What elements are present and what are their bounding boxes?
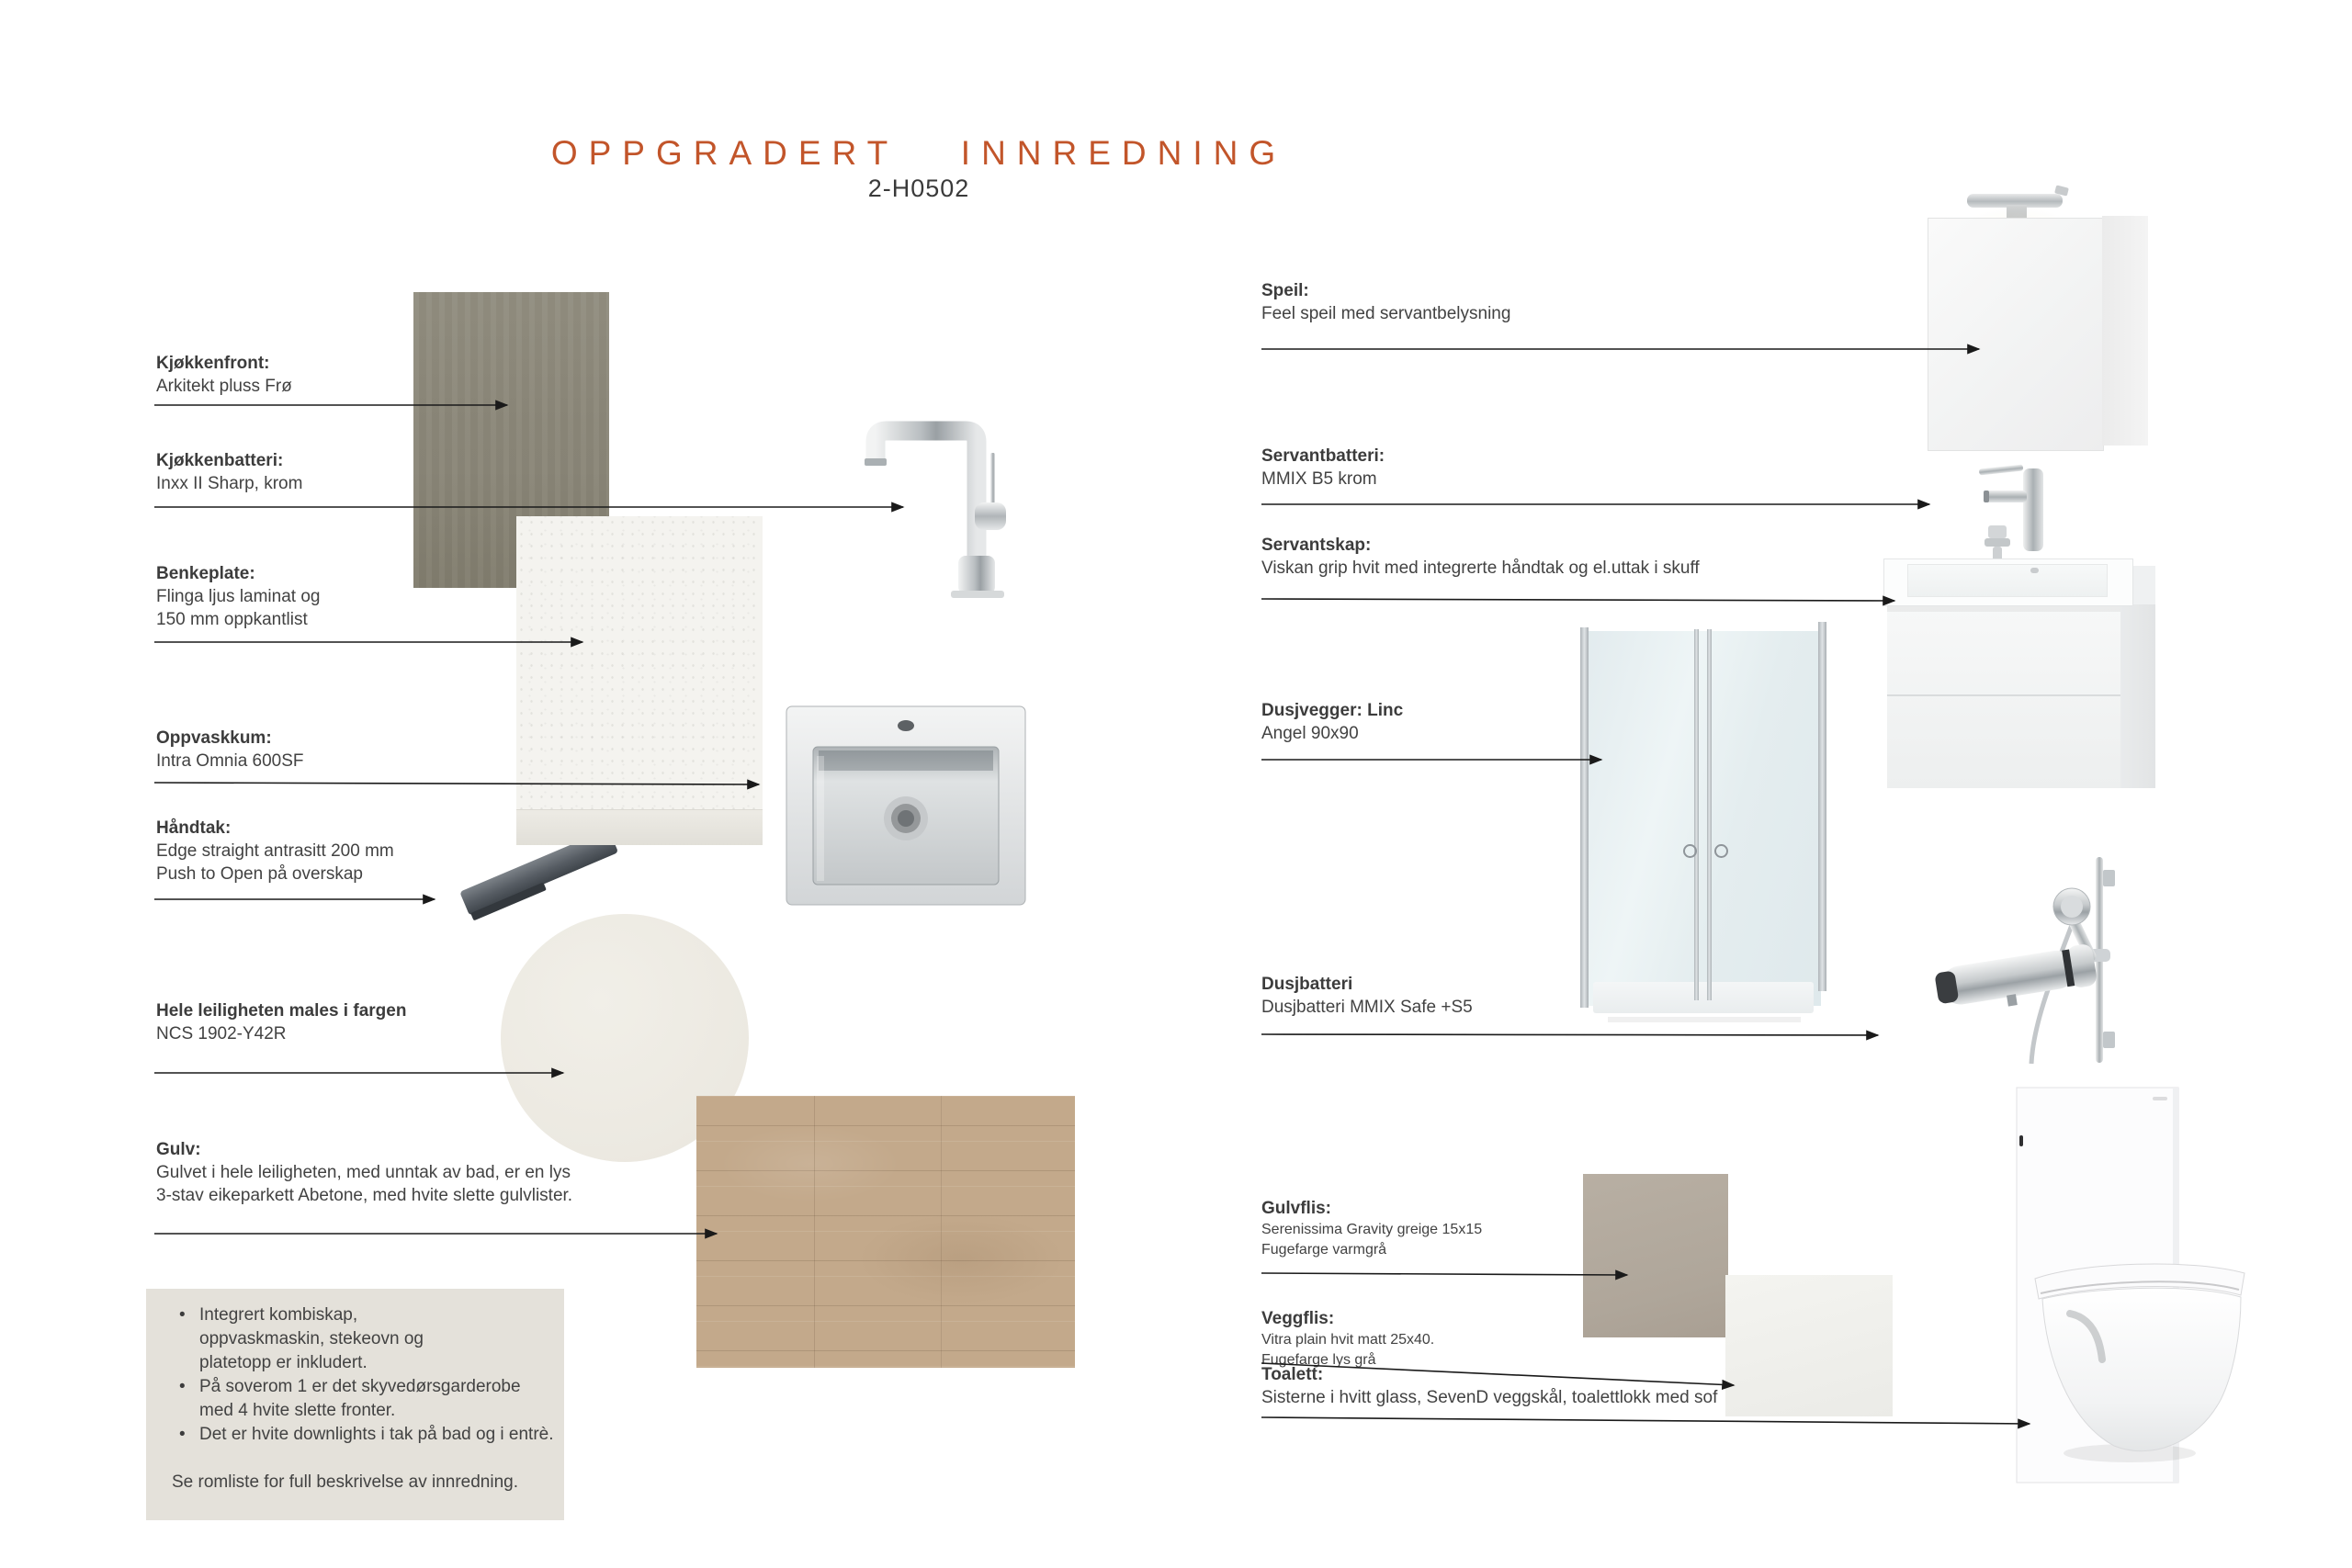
label-veggflis: Veggflis: Vitra plain hvit matt 25x40. Fugefarge lys grå — [1261, 1309, 1435, 1368]
kitchen-faucet-image — [859, 418, 1034, 602]
shower-door-handle-icon — [1683, 844, 1697, 858]
info-bullet-2: • På soverom 1 er det skyvedørsgarderobe med 4 hvite slette fronter. — [179, 1377, 521, 1420]
label-kjokkenbatteri: Kjøkkenbatteri: Inxx II Sharp, krom — [156, 451, 303, 493]
arrow-servantskap — [1261, 599, 1894, 601]
floor-tile-swatch — [1583, 1174, 1728, 1337]
info-footer: Se romliste for full beskrivelse av innredning. — [172, 1472, 519, 1492]
arrow-gulvflis — [1261, 1273, 1627, 1275]
label-dusjvegger: Dusjvegger: Linc Angel 90x90 — [1261, 701, 1404, 743]
page-subtitle: 2-H0502 — [867, 175, 970, 202]
label-oppvaskkum: Oppvaskkum: Intra Omnia 600SF — [156, 728, 304, 771]
label-servantbatteri: Servantbatteri: MMIX B5 krom — [1261, 446, 1385, 489]
shower-set-image — [1934, 840, 2118, 1075]
shower-door-handle-icon — [1714, 844, 1728, 858]
page-title: OPPGRADERT INNREDNING — [550, 134, 1287, 172]
label-speil: Speil: Feel speil med servantbelysning — [1261, 281, 1511, 323]
label-servantskap: Servantskap: Viskan grip hvit med integrerte håndtak og el.uttak i skuff — [1261, 536, 1700, 578]
info-bullet-1: • Integrert kombiskap, oppvaskmaskin, stekeovn og platetopp er inkludert. — [179, 1305, 424, 1372]
label-handtak: Håndtak: Edge straight antrasitt 200 mm Push to Open på overskap — [156, 818, 394, 884]
kitchen-sink-image — [786, 701, 1026, 907]
info-box — [146, 1289, 564, 1520]
label-gulvflis: Gulvflis: Serenissima Gravity greige 15x15 Fugefarge varmgrå — [1261, 1199, 1483, 1258]
mirror-image — [1926, 186, 2152, 455]
label-kjokkenfront: Kjøkkenfront: Arkitekt pluss Frø — [156, 354, 292, 396]
label-toalett: Toalett: Sisterne i hvitt glass, SevenD veggskål, toalettlokk med sof — [1261, 1365, 1718, 1407]
vanity-cabinet-image — [1883, 558, 2155, 792]
oak-floor-swatch — [696, 1096, 1075, 1368]
countertop-edge — [516, 809, 763, 845]
arrow-toalett — [1261, 1417, 2030, 1424]
label-gulv: Gulv: Gulvet i hele leiligheten, med unntak av bad, er en lys 3-stav eikeparkett Abetone, med hvite slette gulvlister. — [156, 1140, 573, 1205]
label-benkeplate: Benkeplate: Flinga ljus laminat og 150 mm oppkantlist — [156, 564, 321, 629]
countertop-swatch — [516, 516, 763, 845]
label-maling: Hele leiligheten males i fargen NCS 1902-Y42R — [156, 1001, 407, 1043]
wall-tile-swatch — [1725, 1275, 1893, 1416]
info-bullet-3: • Det er hvite downlights i tak på bad og i entrè. — [179, 1425, 554, 1444]
basin-faucet-image — [1975, 457, 2072, 568]
shower-walls-image — [1580, 618, 1826, 1033]
toilet-image — [2015, 1084, 2256, 1495]
arrow-dusjbatteri — [1261, 1034, 1878, 1035]
label-dusjbatteri: Dusjbatteri Dusjbatteri MMIX Safe +S5 — [1261, 975, 1473, 1017]
